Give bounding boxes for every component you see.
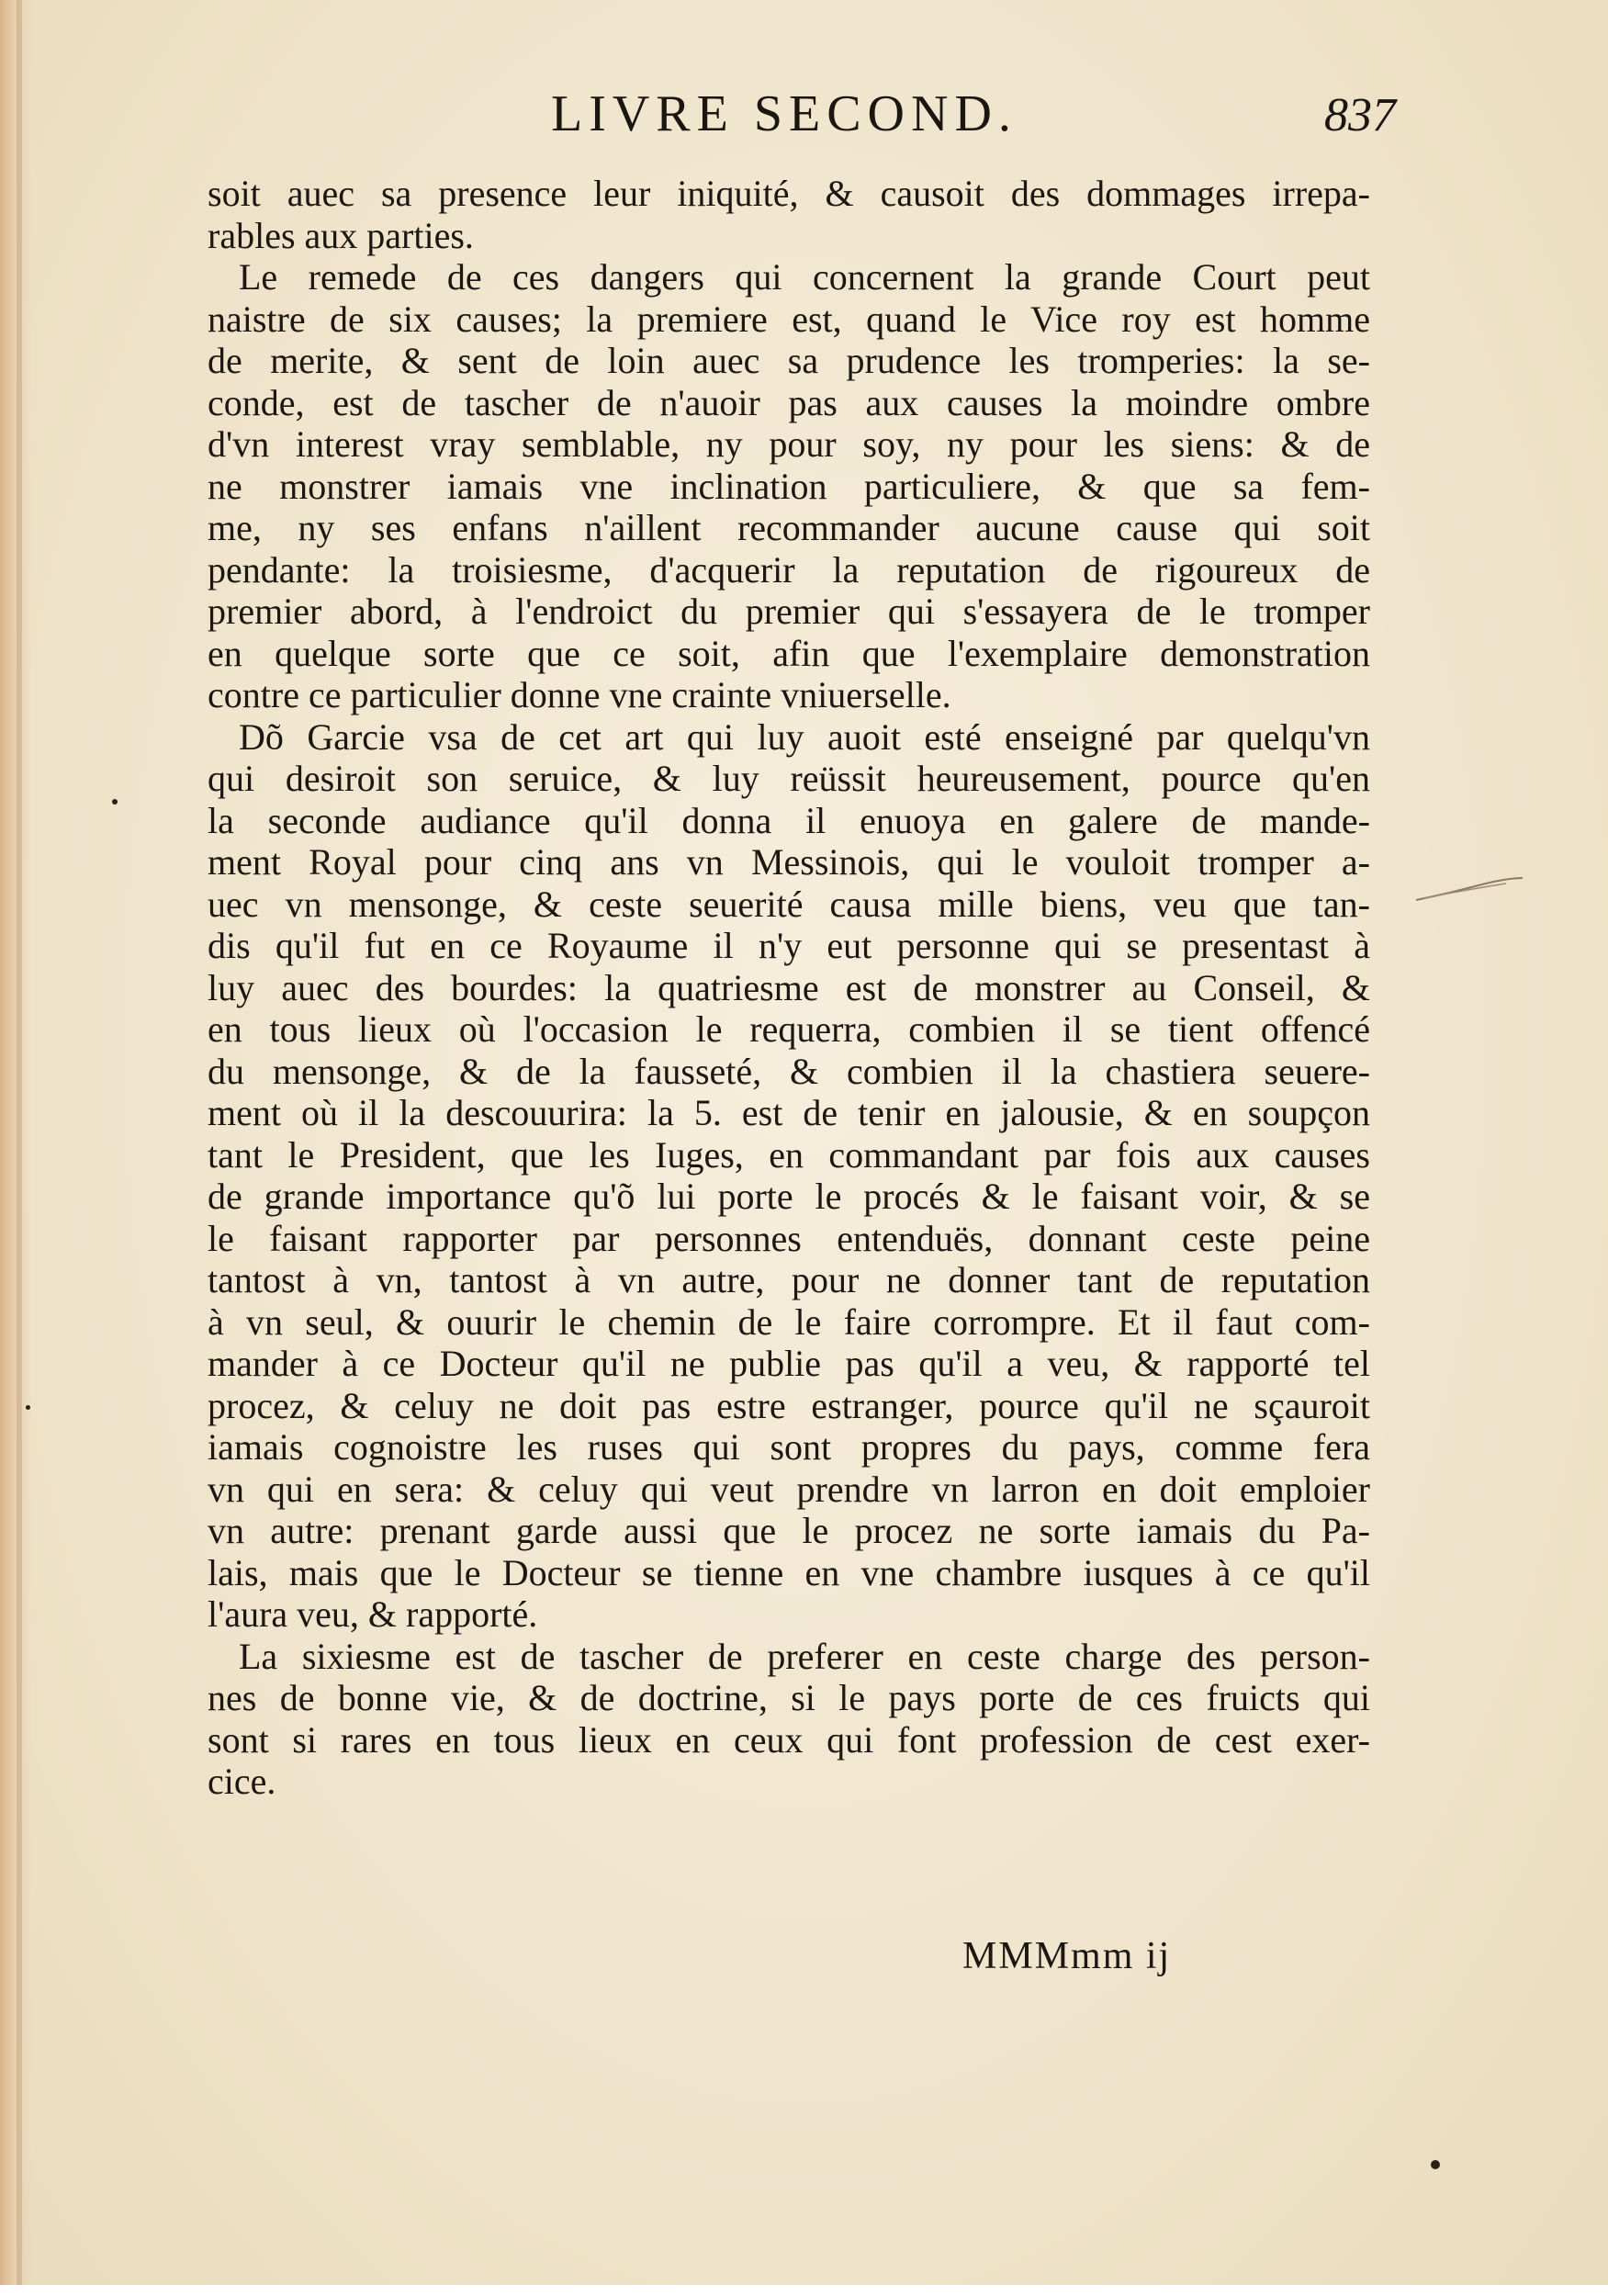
text-line: le faisant rapporter par personnes entenduës, donnant ceste peine <box>208 1217 1370 1259</box>
ink-spot <box>26 1405 30 1410</box>
text-line: cice. <box>208 1761 276 1802</box>
text-line: vn autre: prenant garde aussi que le procez ne sorte iamais du Pa- <box>208 1510 1370 1551</box>
text-line: ne monstrer iamais vne inclination particuliere, & que sa fem- <box>208 465 1370 507</box>
text-line: dis qu'il fut en ce Royaume il n'y eut personne qui se presentast à <box>208 925 1370 966</box>
text-line: uec vn mensonge, & ceste seuerité causa mille biens, veu que tan- <box>208 883 1370 925</box>
signature-mark: MMMmm ij <box>962 1935 1172 1977</box>
body-text <box>208 173 1370 1918</box>
ink-spot <box>112 799 118 805</box>
text-line: du mensonge, & de la fausseté, & combien il la chastiera seuere- <box>208 1050 1370 1092</box>
text-line: de merite, & sent de loin auec sa prudence les tromperies: la se- <box>208 340 1370 381</box>
text-line: à vn seul, & ouurir le chemin de le faire corrompre. Et il faut com- <box>208 1300 1370 1343</box>
text-line: en quelque sorte que ce soit, afin que l'exemplaire demonstration <box>208 632 1370 674</box>
text-line: iamais cognoistre les ruses qui sont propres du pays, comme fera <box>208 1426 1370 1468</box>
text-line: sont si rares en tous lieux en ceux qui font profession de cest exer- <box>208 1718 1370 1761</box>
page-number: 837 <box>1324 89 1396 141</box>
text-line: la seconde audiance qu'il donna il enuoya en galere de mande- <box>208 799 1370 841</box>
text-line: luy auec des bourdes: la quatriesme est de monstrer au Conseil, & <box>208 966 1370 1008</box>
text-line: Dõ Garcie vsa de cet art qui luy auoit esté enseigné par quelqu'vn <box>239 715 1370 758</box>
text-line: contre ce particulier donne vne crainte vniuerselle. <box>208 674 951 715</box>
running-title: LIVRE SECOND. <box>551 85 1018 142</box>
page-gutter <box>0 0 31 2296</box>
text-line: procez, & celuy ne doit pas estre estranger, pource qu'il ne sçauroit <box>208 1384 1370 1426</box>
gutter-shadow <box>17 0 22 2296</box>
text-line: conde, est de tascher de n'auoir pas aux causes la moindre ombre <box>208 381 1370 423</box>
text-line: naistre de six causes; la premiere est, quand le Vice roy est homme <box>208 298 1370 340</box>
text-line: en tous lieux où l'occasion le requerra, combien il se tient offencé <box>208 1008 1370 1050</box>
text-line: Le remede de ces dangers qui concernent la grande Court peut <box>239 256 1370 298</box>
text-line: tantost à vn, tantost à vn autre, pour ne donner tant de reputation <box>208 1259 1370 1300</box>
text-line: rables aux parties. <box>208 214 474 256</box>
ink-spot <box>1431 2160 1440 2169</box>
text-line: me, ny ses enfans n'aillent recommander aucune cause qui soit <box>208 507 1370 548</box>
text-line: nes de bonne vie, & de doctrine, si le pays porte de ces fruicts qui <box>208 1677 1370 1718</box>
page-bottom-edge <box>0 2285 1608 2296</box>
text-line: mander à ce Docteur qu'il ne publie pas qu'il a veu, & rapporté tel <box>208 1343 1370 1384</box>
text-line: soit auec sa presence leur iniquité, & causoit des dommages irrepa- <box>208 173 1370 214</box>
text-line: vn qui en sera: & celuy qui veut prendre vn larron en doit emploier <box>208 1468 1370 1510</box>
text-line: La sixiesme est de tascher de preferer en ceste charge des person- <box>239 1635 1370 1677</box>
text-line: ment Royal pour cinq ans vn Messinois, qui le vouloit tromper a- <box>208 841 1370 883</box>
text-line: de grande importance qu'õ lui porte le procés & le faisant voir, & se <box>208 1176 1370 1217</box>
text-line: lais, mais que le Docteur se tienne en vne chambre iusques à ce qu'il <box>208 1551 1370 1593</box>
text-line: tant le President, que les Iuges, en commandant par fois aux causes <box>208 1133 1370 1176</box>
text-line: qui desiroit son seruice, & luy reüssit heureusement, pource qu'en <box>208 758 1370 799</box>
text-line: d'vn interest vray semblable, ny pour soy, ny pour les siens: & de <box>208 423 1370 465</box>
text-line: pendante: la troisiesme, d'acquerir la reputation de rigoureux de <box>208 548 1370 591</box>
text-line: l'aura veu, & rapporté. <box>208 1593 538 1635</box>
pen-stroke-mark <box>1414 872 1524 909</box>
text-line: premier abord, à l'endroict du premier qui s'essayera de le tromper <box>208 591 1370 632</box>
page-header <box>211 84 1396 158</box>
text-line: ment où il la descouurira: la 5. est de tenir en jalousie, & en soupçon <box>208 1092 1370 1133</box>
